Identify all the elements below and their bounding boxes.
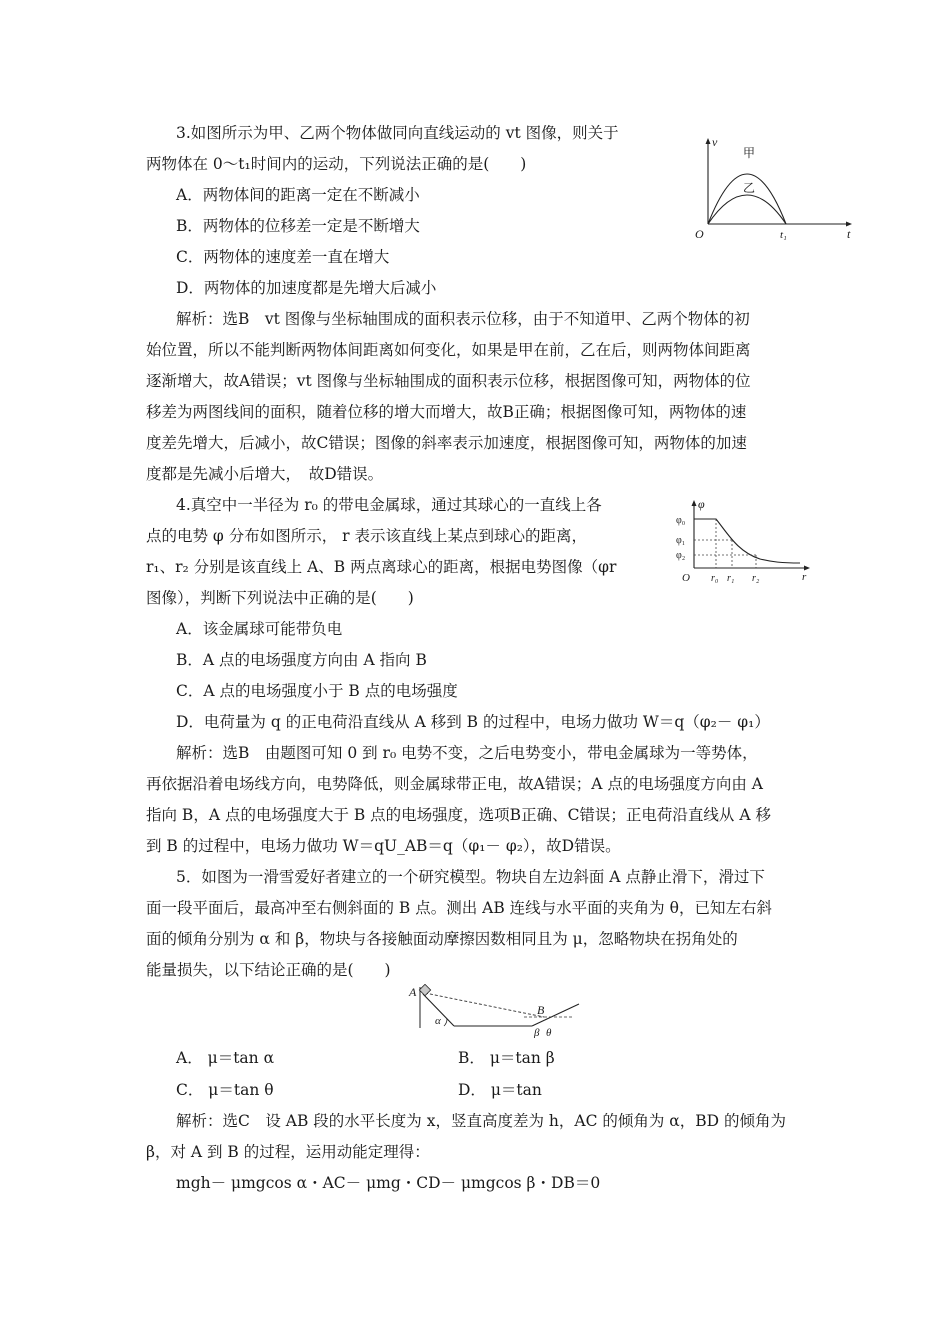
q4-tick-phi0: φ₀ <box>676 515 686 526</box>
q4-tick-phi1: φ₁ <box>676 535 686 546</box>
q4-option-a: A．该金属球可能带负电 <box>176 620 343 638</box>
q3-analysis-line-1: 解析：选B vt 图像与坐标轴围成的面积表示位移，由于不知道甲、乙两个物体的初 <box>176 310 750 328</box>
q5-option-b: B． μ＝tan β <box>458 1049 555 1067</box>
q4-tick-r1: r₁ <box>727 573 735 584</box>
q5-stem-line-3: 面的倾角分别为 α 和 β，物块与各接触面动摩擦因数相同且为 μ，忽略物块在拐角处的 <box>146 930 738 948</box>
q4-analysis-line-2: 再依据沿着电场线方向，电势降低，则金属球带正电，故A错误；A 点的电场强度方向由 A <box>146 775 763 793</box>
q3-origin-label: O <box>695 227 704 241</box>
q3-y-arrow-icon <box>706 138 711 144</box>
q5-stem-line-2: 面一段平面后，最高冲至右侧斜面的 B 点。测出 AB 连线与水平面的夹角为 θ，已知左右斜 <box>146 899 772 917</box>
q3-analysis-line-6: 度都是先减小后增大， 故D错误。 <box>146 465 384 483</box>
q4-potential-curve <box>694 519 800 563</box>
q5-label-a: A <box>409 985 417 999</box>
q3-analysis-line-4: 移差为两图线间的面积，随着位移的增大而增大，故B正确；根据图像可知，两物体的速 <box>146 403 747 421</box>
q5-slope-model <box>404 984 584 1038</box>
q3-analysis-line-3: 逐渐增大，故A错误；vt 图像与坐标轴围成的面积表示位移，根据图像可知，两物体的位 <box>146 372 751 390</box>
q5-option-a: A． μ＝tan α <box>176 1049 275 1067</box>
q4-option-b: B．A 点的电场强度方向由 A 指向 B <box>176 651 427 669</box>
q5-option-c: C． μ＝tan θ <box>176 1081 274 1099</box>
q3-option-c: C．两物体的速度差一直在增大 <box>176 248 390 266</box>
q5-analysis-line-3: mgh－ μmgcos α・AC－ μmg・CD－ μmgcos β・DB＝0 <box>176 1174 601 1192</box>
q5-ab-dashed-line <box>425 993 544 1017</box>
q4-tick-r2: r₂ <box>752 573 760 584</box>
q4-analysis-line-4: 到 B 的过程中，电场力做功 W＝qU_AB＝q（φ₁－ φ₂），故D错误。 <box>146 837 621 855</box>
q4-phi-r-graph <box>674 496 814 584</box>
q4-origin-label: O <box>682 572 690 584</box>
q5-analysis-line-1: 解析：选C 设 AB 段的水平长度为 x，竖直高度差为 h，AC 的倾角为 α，BD 的倾角为 <box>176 1112 786 1130</box>
q3-option-d: D．两物体的加速度都是先增大后减小 <box>176 279 437 297</box>
q4-tick-phi2: φ₂ <box>676 550 686 561</box>
q3-analysis-line-5: 度差先增大，后减小，故C错误；图像的斜率表示加速度，根据图像可知，两物体的加速 <box>146 434 747 452</box>
q4-stem-line-1: 4.真空中一半径为 r₀ 的带电金属球，通过其球心的一直线上各 <box>176 496 602 514</box>
q3-stem-line-1: 3.如图所示为甲、乙两个物体做同向直线运动的 vt 图像，则关于 <box>176 124 619 142</box>
q3-analysis-line-2: 始位置，所以不能判断两物体间距离如何变化，如果是甲在前，乙在后，则两物体间距离 <box>146 341 751 359</box>
q3-vt-graph <box>692 132 854 242</box>
q4-option-d: D．电荷量为 q 的正电荷沿直线从 A 移到 B 的过程中，电场力做功 W＝q（φ₂－ φ₁） <box>176 713 770 731</box>
q3-option-a: A．两物体间的距离一定在不断减小 <box>176 186 420 204</box>
q3-axis-x-label: t <box>847 227 851 241</box>
q4-tick-r0: r₀ <box>711 573 719 584</box>
q5-option-d: D． μ＝tan <box>458 1081 542 1099</box>
q5-label-b: B <box>537 1003 545 1017</box>
q3-x-arrow-icon <box>846 222 852 227</box>
q4-y-arrow-icon <box>692 500 697 506</box>
q3-stem-line-2: 两物体在 0～t₁时间内的运动，下列说法正确的是( ) <box>146 155 527 173</box>
q3-axis-y-label: v <box>712 135 718 149</box>
q3-curve-upper-label: 甲 <box>743 146 756 160</box>
q4-x-arrow-icon <box>804 566 810 571</box>
q4-option-c: C．A 点的电场强度小于 B 点的电场强度 <box>176 682 458 700</box>
q5-angle-beta: β <box>534 1027 540 1038</box>
q5-alpha-arc <box>444 1019 447 1026</box>
q3-tick-t1: t₁ <box>780 229 787 241</box>
q5-angle-alpha: α <box>435 1015 441 1027</box>
q3-option-b: B．两物体的位移差一定是不断增大 <box>176 217 420 235</box>
q4-axis-x-label: r <box>802 571 807 583</box>
q5-analysis-line-2: β，对 A 到 B 的过程，运用动能定理得： <box>146 1143 430 1161</box>
q5-stem-line-1: 5．如图为一滑雪爱好者建立的一个研究模型。物块自左边斜面 A 点静止滑下，滑过下 <box>176 868 765 886</box>
q5-stem-line-4: 能量损失，以下结论正确的是( ) <box>146 961 391 979</box>
q4-axis-y-label: φ <box>698 497 705 511</box>
q3-curve-lower-label: 乙 <box>743 181 756 195</box>
q4-analysis-line-1: 解析：选B 由题图可知 0 到 r₀ 电势不变，之后电势变小，带电金属球为一等势体， <box>176 744 758 762</box>
q5-angle-theta: θ <box>546 1027 552 1038</box>
q4-analysis-line-3: 指向 B，A 点的电场强度大于 B 点的电场强度，选项B正确、C错误；正电荷沿直线从 A 移 <box>146 806 771 824</box>
q4-stem-line-3: r₁、r₂ 分别是该直线上 A、B 两点离球心的距离，根据电势图像（φr <box>146 558 617 576</box>
q4-stem-line-4: 图像），判断下列说法中正确的是( ) <box>146 589 414 607</box>
q5-block-icon <box>419 984 430 995</box>
q4-stem-line-2: 点的电势 φ 分布如图所示， r 表示该直线上某点到球心的距离， <box>146 527 587 545</box>
